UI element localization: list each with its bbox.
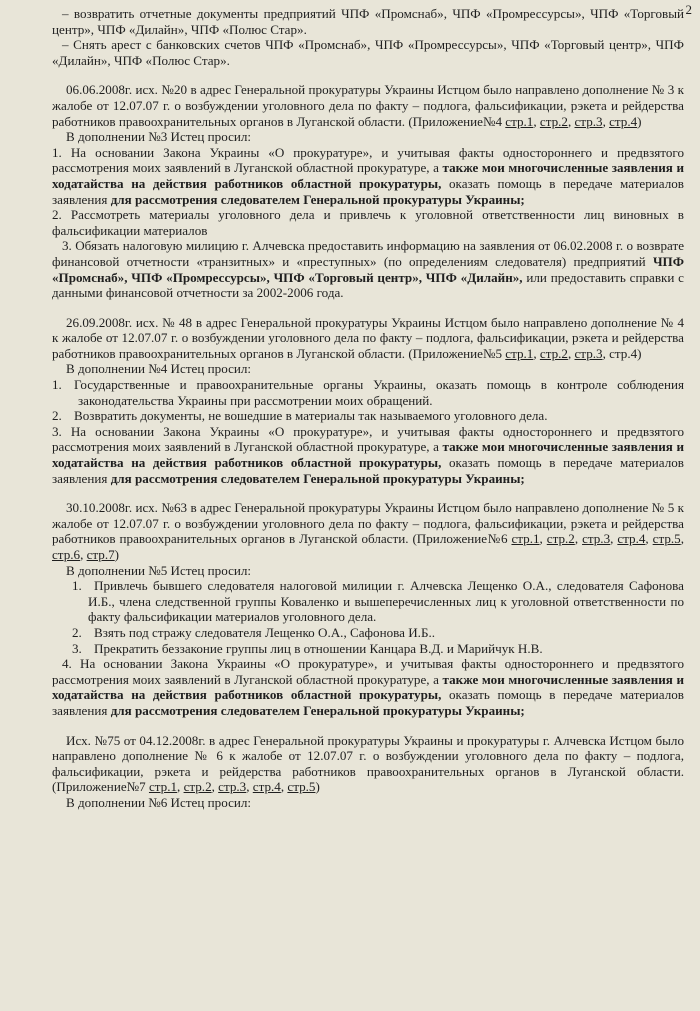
attachment-link[interactable]: стр.2 [539,345,568,361]
supplement-6-paragraph: Исх. №75 от 04.12.2008г. в адрес Генеральной прокуратуры Украины и прокуратуры г. Алчевска Истцом было направлено дополнение № 6 к жалобе от 12.07.07 г. о возбуждении уголовного дела по факту – подлога, фальсификации, рэкета и рейдерства работников правоохранительных органов в Луганской области. (Приложение№7 стр.1, стр.2, стр.3, стр.4, стр.5) [52,732,684,795]
attachment-link[interactable]: стр.3 [582,531,611,547]
supplement-6-asked: В дополнении №6 Истец просил: [66,794,252,810]
attachment-link[interactable]: стр.1 [148,779,178,795]
attachment-link[interactable]: стр.2 [183,779,212,795]
page-number: 2 [685,2,692,17]
supplement-4-item-1: 1. Государственные и правоохранительные органы Украины, оказать помощь в контроле соблюдения законодательства Украины при рассмотрении моих обращений. [52,377,684,408]
attachment-link[interactable]: стр.4 [617,531,646,547]
attachment-link[interactable]: стр.1 [505,113,534,129]
supplement-3-item-1: 1. На основании Закона Украины «О прокуратуре», и учитывая факты одностороннего и предвзятого рассмотрения моих заявлений в Луганской областной прокуратуре, а также мои многочисленные заявления и ходатайства на действия работников областной прокуратуры, оказать помощь в передаче материалов заявления для рассмотрения следователем Генеральной прокуратуры Украины; [52,144,684,207]
attachment-link[interactable]: стр.3 [574,113,603,129]
attachment-link[interactable]: стр.3 [218,779,247,795]
supplement-5-item-2: 2. Взять под стражу следователя Лещенко О.А., Сафонова И.Б.. [72,624,436,640]
supplement-3-paragraph: 06.06.2008г. исх. №20 в адрес Генеральной прокуратуры Украины Истцом было направлено дополнение № 3 к жалобе от 12.07.07 г. о возбуждении уголовного дела по факту – подлога, фальсификации, рэкета и рейдерства работников правоохранительных органов в Луганской области. (Приложение№4 стр.1, стр.2, стр.3, стр.4) [52,82,684,129]
supplement-3-item-2: 2. Рассмотреть материалы уголовного дела и привлечь к уголовной ответственности лиц виновных в фальсификации материалов [52,207,684,238]
supplement-5-item-4: 4. На основании Закона Украины «О прокуратуре», и учитывая факты одностороннего и предвзятого рассмотрения моих заявлений в Луганской областной прокуратуре, а также мои многочисленные заявления и ходатайства на действия работников областной прокуратуры, оказать помощь в передаче материалов заявления для рассмотрения следователем Генеральной прокуратуры Украины; [52,656,684,718]
supplement-5-item-1: 1. Привлечь бывшего следователя налоговой милиции г. Алчевска Лещенко О.А., следователя Сафонова И.Б., члена следственной группы Коваленко и вышеперечисленных лиц к уголовной ответственности по факту фальсификации материалов уголовного дела. [72,578,684,625]
supplement-4-paragraph: 26.09.2008г. исх. № 48 в адрес Генеральной прокуратуры Украины Истцом было направлено дополнение № 4 к жалобе от 12.07.07 г. о возбуждении уголовного дела по факту – подлога, фальсификации, рэкета и рейдерства работников правоохранительных органов в Луганской области. (Приложение№5 стр.1, стр.2, стр.3, стр.4) [52,314,684,361]
supplement-4-item-2: 2. Возвратить документы, не вошедшие в материалы так называемого уголовного дела. [52,408,548,424]
attachment-link[interactable]: стр.6 [52,547,81,562]
attachment-link[interactable]: стр.3 [574,345,603,361]
supplement-4-item-3: 3. На основании Закона Украины «О прокуратуре», и учитывая факты одностороннего и предвзятого рассмотрения моих заявлений в Луганской областной прокуратуре, а также мои многочисленные заявления и ходатайства на действия работников областной прокуратуры, оказать помощь в передаче материалов заявления для рассмотрения следователем Генеральной прокуратуры Украины; [52,423,684,486]
supplement-3-item-3: 3. Обязать налоговую милицию г. Алчевска предоставить информацию на заявления от 06.02.2008 г. о возврате финансовой отчетности «транзитных» и «преступных» (по определениям следователя) предприятий ЧПФ «Промснаб», ЧПФ «Промрессурсы», ЧПФ «Торговый центр», ЧПФ «Дилайн», или предоставить справки с данными финансовой отчетности за 2002-2006 года. [52,238,684,301]
supplement-4-asked: В дополнении №4 Истец просил: [66,361,252,377]
supplement-3-asked: В дополнении №3 Истец просил: [66,129,252,145]
supplement-5-paragraph: 30.10.2008г. исх. №63 в адрес Генеральной прокуратуры Украины Истцом было направлено дополнение № 5 к жалобе от 12.07.07 г. о возбуждении уголовного дела по факту – подлога, фальсификации, рэкета и рейдерства работников правоохранительных органов в Луганской области. (Приложение№6 стр.1, стр.2, стр.3, стр.4, стр.5, стр.6, стр.7) [52,500,684,562]
intro-line-2: – Снять арест с банковских счетов ЧПФ «Промснаб», ЧПФ «Промрессурсы», ЧПФ «Торговый центр», ЧПФ «Дилайн», ЧПФ «Полюс Стар». [52,37,684,68]
attachment-link[interactable]: стр.4 [252,779,281,795]
attachment-link[interactable]: стр.5 [287,779,316,795]
attachment-link[interactable]: стр.7 [86,547,115,562]
attachment-link[interactable]: стр.2 [546,531,575,547]
attachment-link[interactable]: стр.2 [539,113,568,129]
supplement-5-asked: В дополнении №5 Истец просил: [66,562,252,578]
intro-line-1: – возвратить отчетные документы предприятий ЧПФ «Промснаб», ЧПФ «Промрессурсы», ЧПФ «Торговый центр», ЧПФ «Дилайн», ЧПФ «Полюс Стар». [52,6,684,37]
attachment-link[interactable]: стр.5 [652,531,681,547]
attachment-link[interactable]: стр.4 [609,113,638,129]
supplement-5-item-3: 3. Прекратить беззаконие группы лиц в отношении Канцара В.Д. и Марийчук Н.В. [72,640,543,656]
attachment-link[interactable]: стр.1 [505,345,534,361]
attachment-link[interactable]: стр.1 [511,531,540,547]
